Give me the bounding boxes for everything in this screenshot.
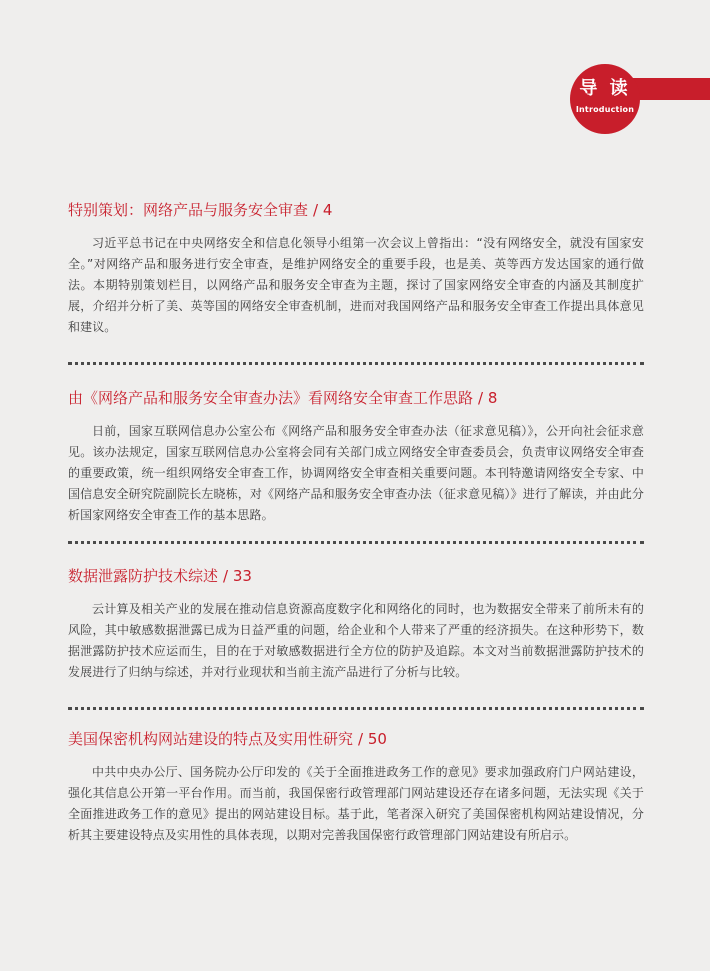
introduction-badge — [570, 64, 640, 134]
article-section-4 — [68, 729, 644, 846]
article-title[interactable] — [68, 388, 644, 408]
article-summary: 习近平总书记在中央网络安全和信息化领导小组第一次会议上曾指出：“没有网络安全，就没有国家安全。”对网络产品和服务进行安全审查，是维护网络安全的重要手段，也是美、英等西方发达国家的通行做法。本期特别策划栏目，以网络产品和服务安全审查为主题，探讨了国家网络安全审查的内涵及其制度扩展，介绍并分析了美、英等国的网络安全审查机制，进而对我国网络产品和服务安全审查工作提出具体意见和建议。 — [68, 236, 644, 334]
badge-title-zh: 导 读 — [579, 78, 631, 99]
section-divider — [68, 707, 644, 710]
page-separator: / — [358, 730, 368, 748]
page-separator: / — [478, 389, 488, 407]
article-title[interactable] — [68, 200, 644, 220]
article-title-text: 美国保密机构网站建设的特点及实用性研究 — [68, 730, 354, 748]
article-page-number: 4 — [322, 201, 333, 219]
article-page-number: 8 — [487, 389, 498, 407]
article-title-text: 特别策划：网络产品与服务安全审查 — [68, 201, 309, 219]
article-summary: 日前，国家互联网信息办公室公布《网络产品和服务安全审查办法（征求意见稿）》，公开向社会征求意见。该办法规定，国家互联网信息办公室将会同有关部门成立网络安全审查委员会，负责审议网络安全审查的重要政策，统一组织网络安全审查工作，协调网络安全审查相关重要问题。本刊特邀请网络安全专家、中国信息安全研究院副院长左晓栋，对《网络产品和服务安全审查办法（征求意见稿）》进行了解读，并由此分析国家网络安全审查工作的基本思路。 — [68, 424, 644, 522]
article-page-number: 33 — [232, 567, 252, 585]
article-title[interactable] — [68, 566, 644, 586]
article-page-number: 50 — [367, 730, 387, 748]
article-section-1 — [68, 200, 644, 338]
section-divider — [68, 541, 644, 544]
article-section-2 — [68, 388, 644, 526]
article-title-text: 由《网络产品和服务安全审查办法》看网络安全审查工作思路 — [68, 389, 474, 407]
page-separator: / — [313, 201, 323, 219]
article-summary: 云计算及相关产业的发展在推动信息资源高度数字化和网络化的同时，也为数据安全带来了前所未有的风险，其中敏感数据泄露已成为日益严重的问题，给企业和个人带来了严重的经济损失。在这种形势下，数据泄露防护技术应运而生，目的在于对敏感数据进行全方位的防护及追踪。本文对当前数据泄露防护技术的发展进行了归纳与综述，并对行业现状和当前主流产品进行了分析与比较。 — [68, 602, 644, 679]
badge-title-en: Introduction — [575, 105, 635, 114]
article-section-3 — [68, 566, 644, 683]
article-summary: 中共中央办公厅、国务院办公厅印发的《关于全面推进政务工作的意见》要求加强政府门户网站建设，强化其信息公开第一平台作用。而当前，我国保密行政管理部门网站建设还存在诸多问题，无法实现《关于全面推进政务工作的意见》提出的网站建设目标。基于此，笔者深入研究了美国保密机构网站建设情况，分析其主要建设特点及实用性的具体表现，以期对完善我国保密行政管理部门网站建设有所启示。 — [68, 765, 644, 842]
page-separator: / — [223, 567, 233, 585]
article-title-text: 数据泄露防护技术综述 — [68, 567, 219, 585]
section-divider — [68, 362, 644, 365]
article-title[interactable] — [68, 729, 644, 749]
